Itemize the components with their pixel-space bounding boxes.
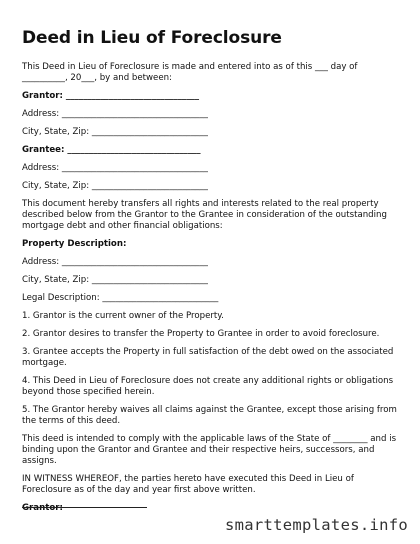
signature-line	[22, 507, 147, 508]
grantor-city-field: City, State, Zip: ___________________________	[22, 127, 208, 137]
property-heading: Property Description:	[22, 239, 127, 249]
grantee-address-field: Address: __________________________________	[22, 163, 208, 173]
property-city-field: City, State, Zip: ___________________________	[22, 275, 208, 285]
grantee-city-field: City, State, Zip: ___________________________	[22, 181, 208, 191]
witness-paragraph: IN WITNESS WHEREOF, the parties hereto have executed this Deed in Lieu of Foreclosure as of the day and year first above written.	[22, 474, 354, 495]
signature-label: Grantor:	[22, 503, 63, 513]
compliance-paragraph: This deed is intended to comply with the applicable laws of the State of ________ and is binding upon the Grantor and Grantee and their respective heirs, successors, and assigns.	[22, 434, 397, 466]
grantor-name-field: Grantor: _______________________________	[22, 91, 200, 101]
grantee-name-field: Grantee: _______________________________	[22, 145, 201, 155]
property-address-field: Address: __________________________________	[22, 257, 208, 267]
clause-2: 2. Grantor desires to transfer the Property to Grantee in order to avoid foreclosure.	[22, 329, 380, 339]
document-page	[22, 28, 402, 521]
document-title: Deed in Lieu of Foreclosure	[22, 28, 282, 48]
grantor-address-field: Address: __________________________________	[22, 109, 208, 119]
transfer-paragraph: This document hereby transfers all rights and interests related to the real property described below from the Grantor to the Grantee in consideration of the outstanding mortgage debt and other financial obligations:	[22, 199, 387, 231]
legal-description-field: Legal Description: ___________________________	[22, 293, 219, 303]
clause-3: 3. Grantee accepts the Property in full satisfaction of the debt owed on the associated mortgage.	[22, 347, 394, 368]
clause-5: 5. The Grantor hereby waives all claims against the Grantee, except those arising from the terms of this deed.	[22, 405, 397, 426]
clause-4: 4. This Deed in Lieu of Foreclosure does not create any additional rights or obligations beyond those specified herein.	[22, 376, 394, 397]
clause-1: 1. Grantor is the current owner of the Property.	[22, 311, 224, 321]
intro-paragraph: This Deed in Lieu of Foreclosure is made and entered into as of this ___ day of __________, 20___, by and between:	[22, 62, 358, 83]
watermark: smarttemplates.info	[224, 516, 408, 534]
